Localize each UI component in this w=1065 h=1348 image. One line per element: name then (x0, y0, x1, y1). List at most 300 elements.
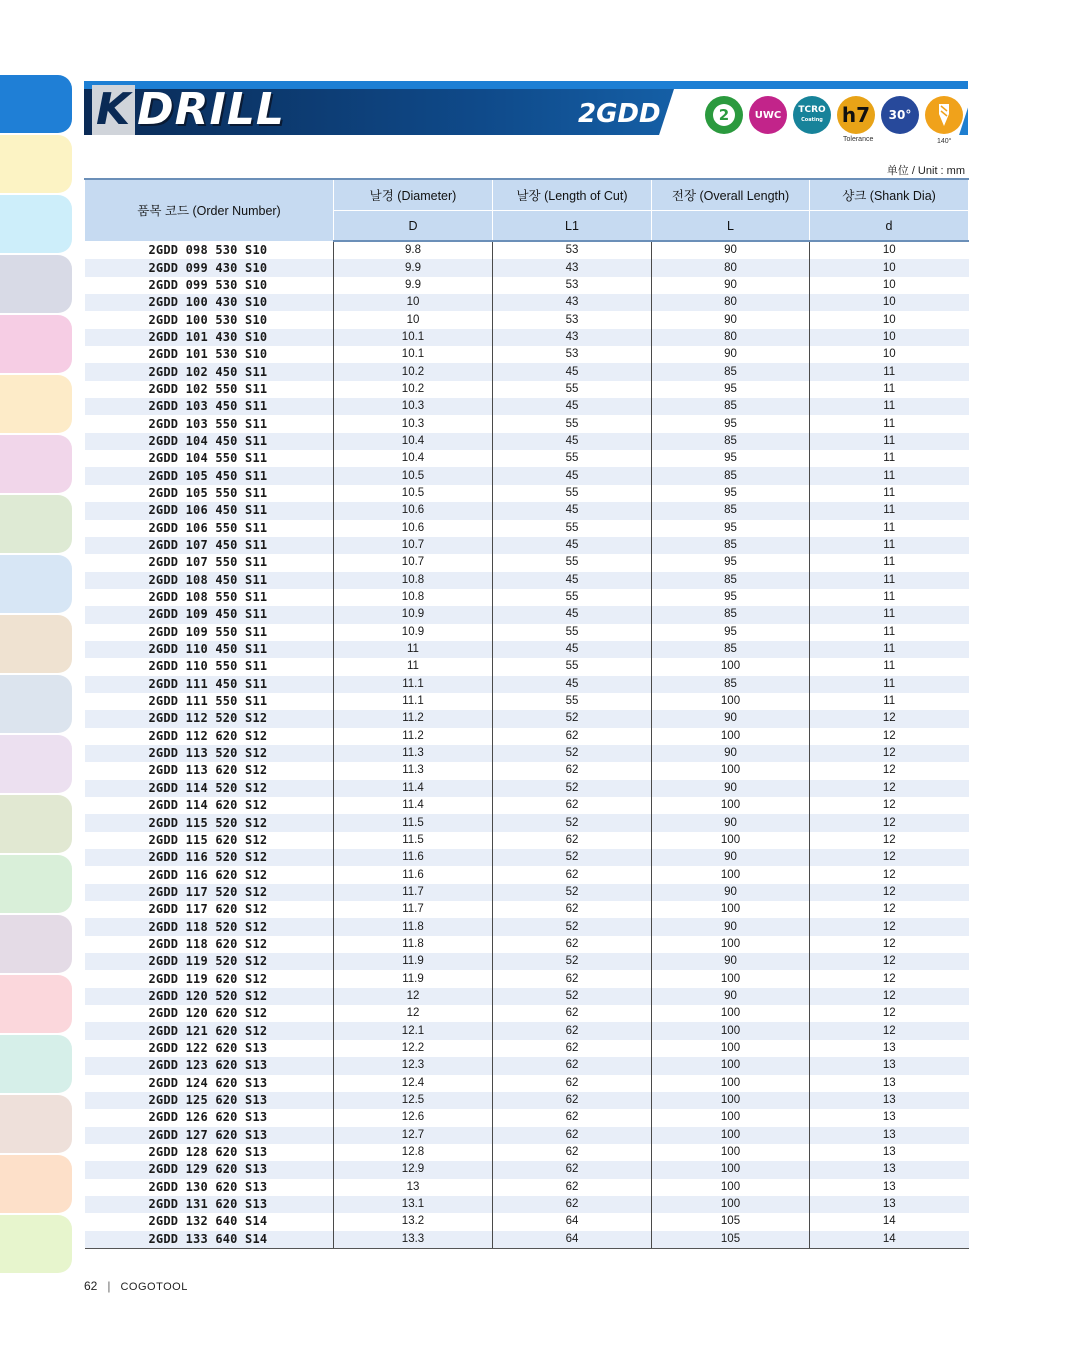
table-row (85, 797, 969, 814)
diameter-cell: 12 (334, 1005, 493, 1022)
diameter-cell: 10.2 (334, 363, 493, 380)
diameter-cell: 9.9 (334, 277, 493, 294)
length-of-cut-cell: 45 (493, 467, 652, 484)
overall-length-cell: 80 (652, 329, 810, 346)
length-of-cut-cell: 52 (493, 918, 652, 935)
shank-dia-cell: 10 (810, 277, 969, 294)
table-row (85, 728, 969, 745)
diameter-cell: 11.2 (334, 728, 493, 745)
length-of-cut-cell: 45 (493, 572, 652, 589)
length-of-cut-cell: 52 (493, 710, 652, 727)
table-row (85, 1022, 969, 1039)
shank-dia-cell: 12 (810, 797, 969, 814)
order-number-cell: 2GDD 124 620 S13 (148, 1075, 268, 1090)
length-of-cut-cell: 43 (493, 294, 652, 311)
section-tab (0, 615, 72, 673)
shank-dia-cell: 12 (810, 884, 969, 901)
table-row (85, 398, 969, 415)
order-number-cell: 2GDD 129 620 S13 (85, 1161, 334, 1178)
diameter-cell: 11.7 (334, 884, 493, 901)
table-row (85, 988, 969, 1005)
section-tab (0, 855, 72, 913)
length-of-cut-cell: 52 (493, 953, 652, 970)
diameter-cell: 10.9 (334, 606, 493, 623)
point-angle-caption: 140° (937, 138, 952, 145)
unit-label: 单位 / Unit : mm (886, 165, 965, 177)
order-number-cell: 2GDD 109 450 S11 (85, 606, 334, 623)
table-row (85, 572, 969, 589)
table-row (85, 450, 969, 467)
overall-length-cell: 85 (652, 398, 810, 415)
shank-dia-cell: 11 (810, 537, 969, 554)
shank-dia-cell: 12 (810, 832, 969, 849)
overall-length-cell: 90 (652, 780, 810, 797)
length-of-cut-cell: 62 (493, 1127, 652, 1144)
tcro-coating-icon (793, 96, 831, 134)
shank-dia-cell: 11 (810, 398, 969, 415)
table-row (85, 589, 969, 606)
overall-length-cell: 85 (652, 572, 810, 589)
shank-dia-cell: 13 (810, 1127, 969, 1144)
diameter-cell: 11 (334, 641, 493, 658)
table-row (85, 780, 969, 797)
section-tab (0, 1035, 72, 1093)
length-of-cut-cell: 53 (493, 277, 652, 294)
diameter-cell: 10 (334, 294, 493, 311)
length-of-cut-cell: 45 (493, 363, 652, 380)
diameter-cell: 13.3 (334, 1231, 493, 1249)
overall-length-cell: 100 (652, 728, 810, 745)
length-of-cut-cell: 62 (493, 1040, 652, 1057)
shank-dia-cell: 14 (810, 1231, 969, 1249)
overall-length-cell: 90 (652, 346, 810, 363)
tolerance-caption: Tolerance (843, 136, 874, 143)
overall-length-cell: 100 (652, 1144, 810, 1161)
two-flute-label: 2 (713, 104, 735, 126)
length-of-cut-cell: 45 (493, 502, 652, 519)
diameter-cell: 10 (334, 311, 493, 328)
table-row (85, 1179, 969, 1196)
length-of-cut-cell: 45 (493, 537, 652, 554)
order-number-cell: 2GDD 109 550 S11 (148, 624, 268, 639)
order-number-cell: 2GDD 103 450 S11 (85, 398, 334, 415)
section-tab (0, 435, 72, 493)
overall-length-cell: 85 (652, 502, 810, 519)
diameter-cell: 12.5 (334, 1092, 493, 1109)
shank-dia-cell: 10 (810, 241, 969, 259)
overall-length-cell: 90 (652, 311, 810, 328)
length-of-cut-cell: 62 (493, 1196, 652, 1213)
section-tab (0, 1215, 72, 1273)
diameter-cell: 11.9 (334, 970, 493, 987)
diameter-cell: 12.7 (334, 1127, 493, 1144)
drill-point-icon (933, 102, 955, 128)
shank-dia-cell: 13 (810, 1092, 969, 1109)
overall-length-cell: 90 (652, 814, 810, 831)
table-row (85, 832, 969, 849)
section-tab (0, 975, 72, 1033)
length-of-cut-cell: 53 (493, 311, 652, 328)
shank-dia-cell: 11 (810, 641, 969, 658)
overall-length-cell: 100 (652, 1127, 810, 1144)
table-row (85, 520, 969, 537)
section-tab (0, 255, 72, 313)
table-row (85, 970, 969, 987)
tcro-label: TCRO (798, 105, 826, 115)
table-row (85, 277, 969, 294)
order-number-cell: 2GDD 100 530 S10 (148, 312, 268, 327)
table-row (85, 814, 969, 831)
length-of-cut-cell: 62 (493, 762, 652, 779)
diameter-cell: 10.1 (334, 329, 493, 346)
length-of-cut-cell: 62 (493, 866, 652, 883)
order-number-cell: 2GDD 119 520 S12 (85, 953, 334, 970)
order-number-cell: 2GDD 115 620 S12 (148, 832, 268, 847)
overall-length-cell: 90 (652, 849, 810, 866)
length-of-cut-cell: 62 (493, 970, 652, 987)
helix-30-icon (881, 96, 919, 134)
table-row (85, 676, 969, 693)
overall-length-cell: 100 (652, 1196, 810, 1213)
diameter-cell: 11.8 (334, 918, 493, 935)
order-number-cell: 2GDD 100 430 S10 (85, 294, 334, 311)
two-flute-icon (705, 96, 743, 134)
overall-length-cell: 85 (652, 641, 810, 658)
symbol-length-of-cut: L1 (493, 211, 652, 242)
length-of-cut-cell: 45 (493, 641, 652, 658)
overall-length-cell: 80 (652, 294, 810, 311)
shank-dia-cell: 12 (810, 762, 969, 779)
length-of-cut-cell: 64 (493, 1231, 652, 1249)
overall-length-cell: 90 (652, 988, 810, 1005)
order-number-cell: 2GDD 108 450 S11 (85, 572, 334, 589)
shank-dia-cell: 10 (810, 311, 969, 328)
length-of-cut-cell: 45 (493, 606, 652, 623)
length-of-cut-cell: 55 (493, 693, 652, 710)
diameter-cell: 10.3 (334, 415, 493, 432)
shank-dia-cell: 11 (810, 572, 969, 589)
shank-dia-cell: 11 (810, 658, 969, 675)
table-row (85, 294, 969, 311)
diameter-cell: 11.9 (334, 953, 493, 970)
footer-separator: | (107, 1279, 111, 1293)
table-row (85, 693, 969, 710)
overall-length-cell: 105 (652, 1231, 810, 1249)
table-row (85, 241, 969, 259)
shank-dia-cell: 14 (810, 1213, 969, 1230)
section-tab (0, 135, 72, 193)
overall-length-cell: 95 (652, 520, 810, 537)
length-of-cut-cell: 62 (493, 1161, 652, 1178)
shank-dia-cell: 13 (810, 1179, 969, 1196)
shank-dia-cell: 11 (810, 624, 969, 641)
diameter-cell: 11.1 (334, 693, 493, 710)
diameter-cell: 10.7 (334, 554, 493, 571)
table-row (85, 1231, 969, 1249)
length-of-cut-cell: 52 (493, 780, 652, 797)
series-title: 2GDD (578, 99, 661, 129)
overall-length-cell: 100 (652, 1040, 810, 1057)
order-number-cell: 2GDD 120 620 S12 (148, 1006, 268, 1021)
length-of-cut-cell: 52 (493, 814, 652, 831)
diameter-cell: 11 (334, 658, 493, 675)
order-number-cell: 2GDD 115 520 S12 (85, 814, 334, 831)
order-number-cell: 2GDD 103 550 S11 (148, 416, 268, 431)
order-number-cell: 2GDD 106 450 S11 (85, 502, 334, 519)
order-number-cell: 2GDD 105 550 S11 (148, 485, 268, 500)
length-of-cut-cell: 52 (493, 745, 652, 762)
length-of-cut-cell: 62 (493, 728, 652, 745)
order-number-cell: 2GDD 128 620 S13 (148, 1145, 268, 1160)
shank-dia-cell: 11 (810, 693, 969, 710)
diameter-cell: 12.6 (334, 1109, 493, 1126)
length-of-cut-cell: 62 (493, 1005, 652, 1022)
overall-length-cell: 85 (652, 433, 810, 450)
shank-dia-cell: 12 (810, 710, 969, 727)
overall-length-cell: 95 (652, 485, 810, 502)
table-row (85, 1161, 969, 1178)
order-number-cell: 2GDD 102 550 S11 (148, 381, 268, 396)
overall-length-cell: 100 (652, 1161, 810, 1178)
order-number-cell: 2GDD 107 550 S11 (148, 555, 268, 570)
length-of-cut-cell: 62 (493, 797, 652, 814)
shank-dia-cell: 11 (810, 485, 969, 502)
length-of-cut-cell: 45 (493, 398, 652, 415)
footer-brand: COGOTOOL (120, 1281, 188, 1293)
order-number-cell: 2GDD 126 620 S13 (148, 1110, 268, 1125)
length-of-cut-cell: 52 (493, 884, 652, 901)
length-of-cut-cell: 62 (493, 936, 652, 953)
diameter-cell: 10.9 (334, 624, 493, 641)
table-row (85, 415, 969, 432)
order-number-cell: 2GDD 113 520 S12 (85, 745, 334, 762)
order-number-cell: 2GDD 131 620 S13 (85, 1196, 334, 1213)
h7-label: h7 (841, 103, 871, 127)
table-row (85, 1144, 969, 1161)
diameter-cell: 11.8 (334, 936, 493, 953)
diameter-cell: 10.2 (334, 381, 493, 398)
table-row (85, 953, 969, 970)
table-row (85, 433, 969, 450)
length-of-cut-cell: 45 (493, 676, 652, 693)
shank-dia-cell: 12 (810, 728, 969, 745)
order-number-cell: 2GDD 105 450 S11 (85, 467, 334, 484)
diameter-cell: 10.3 (334, 398, 493, 415)
overall-length-cell: 80 (652, 259, 810, 276)
diameter-cell: 11.6 (334, 849, 493, 866)
table-row (85, 745, 969, 762)
diameter-cell: 13.2 (334, 1213, 493, 1230)
h7-tolerance-icon (837, 96, 875, 134)
order-number-cell: 2GDD 102 450 S11 (85, 363, 334, 380)
order-number-cell: 2GDD 120 520 S12 (85, 988, 334, 1005)
order-number-cell: 2GDD 098 530 S10 (148, 242, 268, 257)
length-of-cut-cell: 62 (493, 1022, 652, 1039)
shank-dia-cell: 12 (810, 953, 969, 970)
order-number-cell: 2GDD 114 520 S12 (85, 780, 334, 797)
diameter-cell: 10.4 (334, 433, 493, 450)
helix-30-label: 30° (888, 108, 912, 122)
order-number-cell: 2GDD 117 620 S12 (148, 902, 268, 917)
overall-length-cell: 90 (652, 710, 810, 727)
section-tab (0, 555, 72, 613)
table-row (85, 363, 969, 380)
page-footer (84, 1279, 188, 1293)
overall-length-cell: 95 (652, 450, 810, 467)
order-number-cell: 2GDD 099 530 S10 (148, 277, 268, 292)
section-tab (0, 735, 72, 793)
order-number-cell: 2GDD 127 620 S13 (85, 1127, 334, 1144)
header-length-of-cut: 날장 (Length of Cut) (493, 179, 652, 211)
length-of-cut-cell: 62 (493, 1144, 652, 1161)
overall-length-cell: 100 (652, 658, 810, 675)
diameter-cell: 11.7 (334, 901, 493, 918)
diameter-cell: 11.5 (334, 814, 493, 831)
shank-dia-cell: 13 (810, 1040, 969, 1057)
shank-dia-cell: 12 (810, 745, 969, 762)
overall-length-cell: 85 (652, 537, 810, 554)
shank-dia-cell: 13 (810, 1196, 969, 1213)
overall-length-cell: 90 (652, 277, 810, 294)
length-of-cut-cell: 55 (493, 485, 652, 502)
length-of-cut-cell: 55 (493, 554, 652, 571)
order-number-cell: 2GDD 116 620 S12 (148, 867, 268, 882)
shank-dia-cell: 12 (810, 901, 969, 918)
symbol-overall-length: L (652, 211, 810, 242)
table-row (85, 1005, 969, 1022)
table-row (85, 1196, 969, 1213)
overall-length-cell: 85 (652, 467, 810, 484)
length-of-cut-cell: 52 (493, 849, 652, 866)
section-tab (0, 1095, 72, 1153)
diameter-cell: 11.4 (334, 780, 493, 797)
table-row (85, 311, 969, 328)
section-tab (0, 315, 72, 373)
section-tab (0, 1155, 72, 1213)
order-number-cell: 2GDD 118 520 S12 (85, 918, 334, 935)
length-of-cut-cell: 62 (493, 1057, 652, 1074)
header-diameter: 날경 (Diameter) (334, 179, 493, 211)
length-of-cut-cell: 55 (493, 450, 652, 467)
order-number-cell: 2GDD 132 640 S14 (148, 1214, 268, 1229)
diameter-cell: 11.4 (334, 797, 493, 814)
overall-length-cell: 90 (652, 241, 810, 259)
length-of-cut-cell: 55 (493, 658, 652, 675)
table-row (85, 849, 969, 866)
shank-dia-cell: 12 (810, 936, 969, 953)
overall-length-cell: 90 (652, 884, 810, 901)
brand-logo (92, 85, 285, 135)
shank-dia-cell: 11 (810, 363, 969, 380)
overall-length-cell: 95 (652, 415, 810, 432)
table-row (85, 1109, 969, 1126)
overall-length-cell: 85 (652, 363, 810, 380)
shank-dia-cell: 11 (810, 520, 969, 537)
order-number-cell: 2GDD 116 520 S12 (85, 849, 334, 866)
diameter-cell: 13 (334, 1179, 493, 1196)
section-tab (0, 675, 72, 733)
shank-dia-cell: 11 (810, 554, 969, 571)
table-row (85, 502, 969, 519)
overall-length-cell: 100 (652, 1005, 810, 1022)
order-number-cell: 2GDD 121 620 S12 (85, 1022, 334, 1039)
diameter-cell: 10.6 (334, 520, 493, 537)
shank-dia-cell: 10 (810, 259, 969, 276)
length-of-cut-cell: 64 (493, 1213, 652, 1230)
order-number-cell: 2GDD 110 450 S11 (85, 641, 334, 658)
diameter-cell: 10.4 (334, 450, 493, 467)
diameter-cell: 11.5 (334, 832, 493, 849)
section-tab (0, 795, 72, 853)
table-row (85, 606, 969, 623)
shank-dia-cell: 12 (810, 866, 969, 883)
length-of-cut-cell: 55 (493, 520, 652, 537)
table-row (85, 866, 969, 883)
table-row (85, 1127, 969, 1144)
brand-logo-text: DRILL (137, 84, 285, 135)
order-number-cell: 2GDD 112 620 S12 (148, 728, 268, 743)
table-row (85, 259, 969, 276)
diameter-cell: 12 (334, 988, 493, 1005)
order-number-cell: 2GDD 118 620 S12 (148, 936, 268, 951)
header-order-number: 품목 코드 (Order Number) (85, 179, 334, 241)
overall-length-cell: 95 (652, 381, 810, 398)
section-tab (0, 75, 72, 133)
table-row (85, 1040, 969, 1057)
order-number-cell: 2GDD 106 550 S11 (148, 520, 268, 535)
shank-dia-cell: 13 (810, 1161, 969, 1178)
overall-length-cell: 95 (652, 554, 810, 571)
diameter-cell: 12.2 (334, 1040, 493, 1057)
order-number-cell: 2GDD 125 620 S13 (85, 1092, 334, 1109)
order-number-cell: 2GDD 104 550 S11 (148, 451, 268, 466)
shank-dia-cell: 11 (810, 467, 969, 484)
page-number: 62 (84, 1279, 98, 1293)
shank-dia-cell: 12 (810, 814, 969, 831)
length-of-cut-cell: 55 (493, 415, 652, 432)
diameter-cell: 13.1 (334, 1196, 493, 1213)
overall-length-cell: 90 (652, 745, 810, 762)
overall-length-cell: 100 (652, 901, 810, 918)
length-of-cut-cell: 62 (493, 1179, 652, 1196)
uwc-icon (749, 96, 787, 134)
shank-dia-cell: 13 (810, 1109, 969, 1126)
length-of-cut-cell: 62 (493, 1092, 652, 1109)
overall-length-cell: 85 (652, 606, 810, 623)
symbol-diameter: D (334, 211, 493, 242)
order-number-cell: 2GDD 110 550 S11 (148, 659, 268, 674)
overall-length-cell: 95 (652, 624, 810, 641)
diameter-cell: 10.5 (334, 485, 493, 502)
overall-length-cell: 85 (652, 676, 810, 693)
diameter-cell: 12.9 (334, 1161, 493, 1178)
length-of-cut-cell: 62 (493, 832, 652, 849)
shank-dia-cell: 10 (810, 346, 969, 363)
diameter-cell: 11.3 (334, 745, 493, 762)
table-row (85, 554, 969, 571)
order-number-cell: 2GDD 104 450 S11 (85, 433, 334, 450)
order-number-cell: 2GDD 133 640 S14 (85, 1231, 334, 1249)
diameter-cell: 12.4 (334, 1075, 493, 1092)
shank-dia-cell: 11 (810, 606, 969, 623)
length-of-cut-cell: 55 (493, 624, 652, 641)
table-row (85, 467, 969, 484)
shank-dia-cell: 12 (810, 780, 969, 797)
diameter-cell: 10.8 (334, 572, 493, 589)
shank-dia-cell: 10 (810, 294, 969, 311)
length-of-cut-cell: 55 (493, 589, 652, 606)
diameter-cell: 10.6 (334, 502, 493, 519)
